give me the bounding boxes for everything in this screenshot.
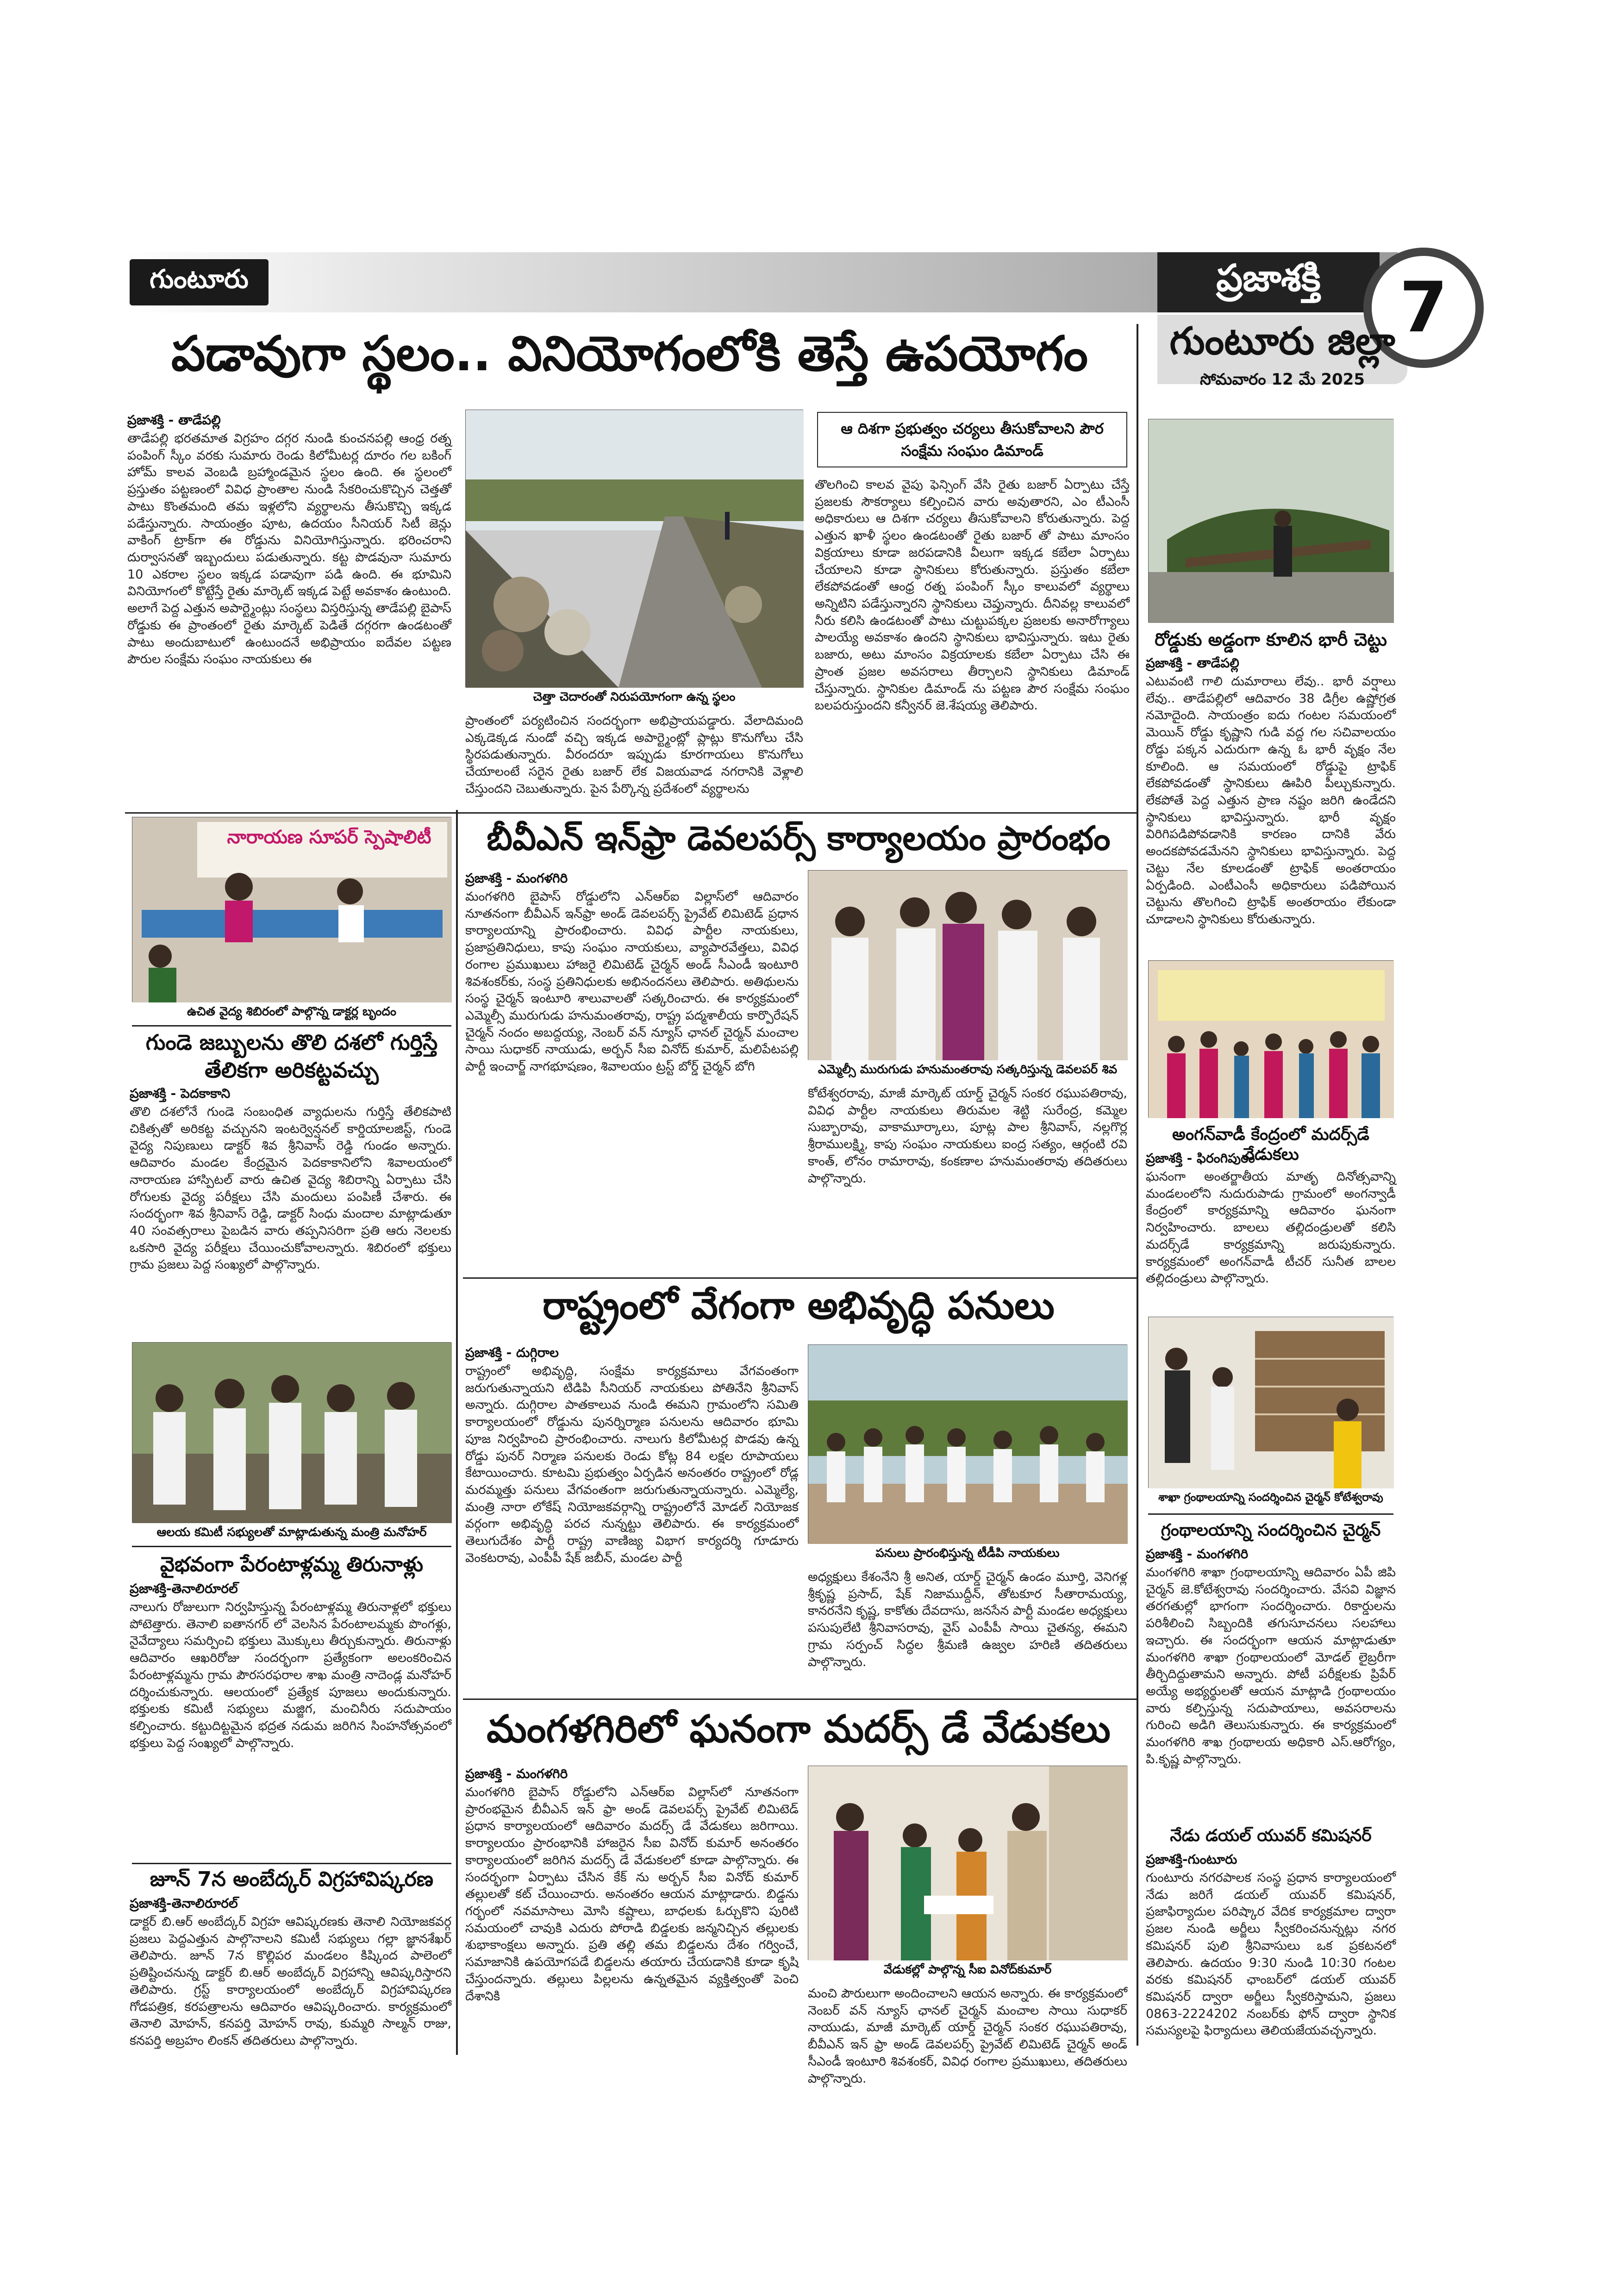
bvn-byline: ప్రజాశక్తి - మంగళగిరి xyxy=(465,871,568,886)
library-headline: గ్రంథాలయాన్ని సందర్శించిన చైర్మన్ xyxy=(1161,1521,1381,1540)
section-tag: గుంటూరు xyxy=(130,259,269,305)
mothers-body-2: మంచి పౌరులుగా అందించాలని ఆయన అన్నారు. ఈ కార్యక్రమంలో నెంబర్ వన్ న్యూస్ ఛానల్ చైర్మన్ మంచాల సాయి సుధాకర్ నాయుడు, మాజీ మార్కెట్ యార్డ్ చైర్మన్ సంకర రఘుపతిరావు, బీవీఎన్ ఇన్ ఫ్రా అండ్ డెవలపర్స్ ప్రైవేట్ లిమిటెడ్ చైర్మన్ అండ్ సీఎండీ ఇంటూరి శివశంకర్, వివిధ రంగాల ప్రముఖులు, తదితరులు పాల్గొన్నారు. xyxy=(808,1986,1127,2086)
dev-photo-caption: పనులు ప్రారంభిస్తున్న టీడీపి నాయకులు xyxy=(875,1546,1060,1560)
health-camp-caption: ఉచిత వైద్య శిబిరంలో పాల్గొన్న డాక్టర్ల బృందం xyxy=(187,1005,397,1019)
dial-body: గుంటూరు నగరపాలక సంస్థ ప్రధాన కార్యాలయంలో నేడు జరిగే డయల్ యువర్ కమిషనర్, ప్రజాఫిర్యాదుల పరిష్కార వేదిక కార్యక్రమాల ద్వారా ప్రజల నుండి అర్జీలు స్వీకరించనున్నట్లు నగర కమిషనర్ పులి శ్రీనివాసులు ఒక ప్రకటనలో తెలిపారు. ఉదయం 9:30 నుండి 10:30 గంటల వరకు కమిషనర్ ఛాంబర్‌లో డయల్ యువర్ కమిషనర్ ద్వారా అర్జీలు స్వీకరిస్తామని, ప్రజలు 0863-2224202 నంబర్‌కు ఫోన్ ద్వారా స్థానిక సమస్యలపై ఫిర్యాదులు తెలియజేయవచ్చన్నారు. xyxy=(1146,1871,1396,2038)
ambedkar-body: డాక్టర్ బి.ఆర్ అంబేద్కర్ విగ్రహ ఆవిష్కరణకు తెనాలి నియోజకవర్గ ప్రజలు పెద్దఎత్తున పాల్గొనాలని కమిటీ సభ్యులు గల్లా జ్ఞానశేఖర్ తెలిపారు. జూన్ 7న కొల్లిపర మండలం కిష్కింద పాలెంలో ప్రతిష్టించనున్న డాక్టర్ బి.ఆర్ అంబేద్కర్ విగ్రహాన్ని ఆవిష్కరిస్తారని తెలిపారు. గ్రస్ట్ కార్యాలయంలో అంబేద్కర్ విగ్రహావిష్కరణ గోడపత్రిక, కరపత్రాలను ఆదివారం ఆవిష్కరించారు. కార్యక్రమంలో తెనాలి మోహన్, కనపర్తి మోహన్ రావు, కుమ్మరి సాల్మన్ రాజు, కనపర్తి అబ్రహం లింకన్ తదితరులు పాల్గొన్నారు. xyxy=(130,1915,451,2048)
anganwadi-photo xyxy=(1148,960,1393,1118)
column-rule xyxy=(456,810,458,2055)
dev-body: రాష్ట్రంలో అభివృద్ధి, సంక్షేమ కార్యక్రమాలు వేగవంతంగా జరుగుతున్నాయని టిడిపి సీనియర్ నాయకులు పోతినేని శ్రీనివాస్ అన్నారు. దుగ్గిరాల పాతకాలువ నుండి ఈమని గ్రామంలోని సమితి కార్యాలయంలో రోడ్డును పునర్నిర్మాణ పనులను ఆదివారం భూమి పూజ నిర్వహించి ప్రారంభించారు. నాలుగు కిలోమీటర్ల పొడవు ఉన్న రోడ్డు పునర్ నిర్మాణ పనులకు రెండు కోట్ల 84 లక్షల రూపాయలు కేటాయించారు. కూటమి ప్రభుత్వం ఏర్పడిన అనంతరం రాష్ట్రంలో రోడ్ల మరమ్మత్తు పనులు వేగవంతంగా జరుగుతున్నాయన్నారు. ఎమ్మెల్యే, మంత్రి నారా లోకేష్ నియోజకవర్గాన్ని రాష్ట్రంలోనే మోడల్ నియోజక వర్గంగా అభివృద్ధి పరచ నున్నట్టు తెలిపారు. ఈ కార్యక్రమంలో తెలుగుదేశం పార్టీ రాష్ట్ర వాణిజ్య విభాగ కార్యదర్శి గూడూరు వెంకటరావు, ఎంపీపీ షేక్ జబీన్, మండల పార్టీ xyxy=(465,1364,799,1565)
bvn-photo-caption: ఎమ్మెల్సీ మురుగుడు హనుమంతరావు సత్కరిస్తున్న డెవలపర్ శివ xyxy=(818,1063,1118,1076)
ambedkar-headline: జూన్ 7న అంబేద్కర్ విగ్రహావిష్కరణ xyxy=(150,1867,434,1891)
divider xyxy=(132,1863,451,1864)
divider xyxy=(132,1025,451,1027)
festival-headline: వైభవంగా పేరంటాళ్లమ్మ తిరునాళ్లు xyxy=(160,1553,424,1576)
top-story-col1: తాడేపల్లి భరతమాత విగ్రహం దగ్గర నుండి కుంచనపల్లి ఆంధ్ర రత్న పంపింగ్ స్కీం వరకు సుమారు రెండు కిలోమీటర్ల దూరం గల బకింగ్ హోమ్ కాలవ వెంబడి బ్రహ్మాండమైన స్థలం ఉంది. ఈ స్థలంలో ప్రస్తుతం పట్టణంలో వివిధ ప్రాంతాల నుండి సేకరించుకొచ్చిన చెత్తతో పాటు కొంతమంది తమ ఇళ్లలోని వ్యర్థాలను తీసుకొచ్చి ఇక్కడ పడేస్తున్నారు. సాయంత్రం పూట, ఉదయం సీనియర్ సిటీ జెన్లు వాకింగ్ ట్రాక్‌గా ఈ రోడ్డును వినియోగిస్తున్నారు. భరించరాని దుర్వాసనతో ఇబ్బందులు పడుతున్నారు. కట్ట పొడవునా సుమారు 10 ఎకరాల స్థలం ఇక్కడ పడావుగా పడి ఉంది. ఈ భూమిని వినియోగంలో కొట్టేస్తే రైతు మార్కెట్ ఇక్కడ పెట్టే అవకాశం ఉంటుంది. అలాగే పెద్ద ఎత్తున అపార్ట్మెంట్లు సంస్థలు విస్తరిస్తున్న తాడేపల్లి బైపాస్ రోడ్డుకు ఈ ప్రాంతంలో రైతు మార్కెట్ పెడితే దగ్గరగా ఉండటంతో పాటు అందుబాటులో ఉంటుందనే అభిప్రాయం ఐదేవల పట్టణ పౌరుల సంక్షేమ సంఘం నాయకులు ఈ xyxy=(127,431,451,667)
top-story-col3: తొలగించి కాలవ వైపు ఫెన్సింగ్ వేసి రైతు బజార్ ఏర్పాటు చేస్తే ప్రజలకు సౌకర్యాలు కల్పించిన వారు అవుతారని, ఎం టీఎంసీ అధికారులు ఆ దిశగా చర్యలు తీసుకోవాలని కోరుతున్నారు. పెద్ద ఎత్తున ఖాళీ స్థలం ఉండటంతో రైతు బజార్ తో పాటు మాంసం విక్రయాలు కూడా జరపడానికి వీలుగా ఇక్కడ కబేలా ఏర్పాటు చేయాలని కూడా స్థానికులు కోరుతున్నారు. ప్రస్తుతం కబేలా లేకపోవడంతో ఆంధ్ర రత్న పంపింగ్ స్కీం కాలువలో వ్యర్థాలు అన్నిటిని పడేస్తున్నారని స్థానికులు చెప్తున్నారు. దీనివల్ల కాలువలో నీరు కలిసి ఉండటంతో పాటు చుట్టుపక్కల ప్రజలకు అనారోగ్యాలు పాలయ్యే అవకాశం ఉందని స్థానికులు భావిస్తున్నారు. ఇటు రైతు బజారు, అటు మాంసం విక్రయాలకు కబేలా ఏర్పాటు చేసి ఈ ప్రాంత ప్రజల అవసరాలు తీర్చాలని స్థానికులు డిమాండ్ చేస్తున్నారు. స్థానికుల డిమాండ్ ను పట్టణ పౌర సంక్షేమ సంఘం బలపరుస్తుందని కన్వీనర్ జె.శేషయ్య తెలిపారు. xyxy=(815,478,1130,713)
anganwadi-headline: అంగన్‌వాడీ కేంద్రంలో మదర్స్‌డే వేడుకలు xyxy=(1172,1125,1369,1164)
library-body: మంగళగిరి శాఖా గ్రంథాలయాన్ని ఆదివారం ఏపీ జిపి చైర్మన్ జె.కోటేశ్వరావు సందర్శించారు. వేసవి విజ్ఞాన తరగతుల్లో భాగంగా సందర్శించారు. రికార్డులను పరిశీలించి సిబ్బందికి తగుసూచనలు సలహాలు ఇచ్చారు. ఈ సందర్భంగా ఆయన మాట్లాడుతూ మంగళగిరి శాఖా గ్రంథాలయంలో మోడల్ లైబ్రరీగా తీర్చిదిద్దుతామని అన్నారు. పోటీ పరీక్షలకు ప్రిపేర్ అయ్యే అభ్యర్థులతో ఆయన మాట్లాడి గ్రంథాలయం వారు కల్పిస్తున్న సదుపాయాలు, అవసరాలను గురించి అడిగి తెలుసుకున్నారు. ఈ కార్యక్రమంలో మంగళగిరి శాఖ గ్రంథాలయ అధికారి ఎస్.ఆరోగ్యం, పి.కృష్ణ పాల్గొన్నారు. xyxy=(1146,1565,1396,1767)
dev-body-2: అధ్యక్షులు కేశంనేని శ్రీ అనిత, యార్డ్ చైర్మన్ ఉండం మూర్తి, వెనిగళ్ల శ్రీకృష్ణ ప్రసాద్, షేక్ నిజాముద్దీన్, తోటకూర సీతారామయ్య, కానరనేని కృష్ణ, కాకోతు దేవదాసు, జనసేన పార్టీ మండల అధ్యక్షులు పసుపులేటి శ్రీనివాసరావు, వైస్ ఎంపీపీ సాయి చైతన్య, ఈమని గ్రామ సర్పంచ్ సిద్ధల శ్రీమణి ఉజ్వల హరిణి తదితరులు పాల్గొన్నారు. xyxy=(808,1570,1127,1669)
top-story-subhead-box: ఆ దిశగా ప్రభుత్వం చర్యలు తీసుకోవాలని పౌర సంక్షేమ సంఘం డిమాండ్ xyxy=(817,412,1127,467)
library-byline: ప్రజాశక్తి - మంగళగిరి xyxy=(1146,1546,1249,1562)
fallen-tree-photo xyxy=(1148,419,1393,622)
page-number: 7 xyxy=(1363,248,1484,368)
mothers-byline: ప్రజాశక్తి - మంగళగిరి xyxy=(465,1766,568,1781)
divider xyxy=(1148,1513,1393,1515)
tree-headline: రోడ్డుకు అడ్డంగా కూలిన భారీ చెట్టు xyxy=(1155,629,1387,650)
dump-site-photo xyxy=(465,410,803,687)
divider xyxy=(132,1546,451,1547)
top-story-col2: ప్రాంతంలో పర్యటించిన సందర్భంగా అభిప్రాయపడ్డారు. వేలాదిమంది ఎక్కడెక్కడ నుండో వచ్చి ఇక్కడ అపార్ట్మెంట్లో ప్లాట్లు కొనుగోలు చేసి స్థిరపడుతున్నారు. వీరందరూ ఇప్పుడు కూరగాయలు కొనుగోలు చేయాలంటే సరైన రైతు బజార్ లేక విజయవాడ నగరానికి వెళ్లాలి చేస్తుందని చెబుతున్నారు. పైన పేర్కొన్న ప్రదేశంలో వ్యర్థాలను xyxy=(465,714,803,796)
bvn-photo xyxy=(808,870,1127,1060)
mothers-photo xyxy=(808,1766,1127,1960)
library-photo xyxy=(1148,1317,1393,1488)
health-headline-line2: తేలికగా అరికట్టవచ్చు xyxy=(205,1058,379,1083)
festival-body: నాలుగు రోజులుగా నిర్వహిస్తున్న పేరంటాళ్లమ్మ తిరునాళ్లలో భక్తులు పోటెత్తారు. తెనాలి ఐతానగర్ లో వెలసిన పేరంటాలమ్మకు పొంగళ్లు, నైవేద్యాలు సమర్పించి భక్తులు మొక్కులు తీర్చుకున్నారు. తిరునాళ్లు ఆదివారం ఆఖరిరోజు సందర్భంగా ప్రత్యేకంగా అలంకరించిన పేరంటాళ్లమ్మను గ్రామ పౌరసరఫరాల శాఖ మంత్రి నాదెండ్ల మనోహర్ దర్శించుకున్నారు. ఆలయంలో ప్రత్యేక పూజలు అందుకున్నారు. భక్తులకు కమిటీ సభ్యులు మజ్జిగ, మంచినీరు సదుపాయం కల్పించారు. కట్టుదిట్టమైన భద్రత నడుమ జరిగిన సింహనోత్సవంలో భక్తులు పెద్ద సంఖ్యలో పాల్గొన్నారు. xyxy=(130,1600,451,1750)
mothers-body: మంగళగిరి బైపాస్ రోడ్డులోని ఎన్ఆర్ఐ విల్లాస్‌లో నూతనంగా ప్రారంభమైన బీవీఎన్ ఇన్ ఫ్రా అండ్ డెవలపర్స్ ప్రైవేట్ లిమిటెడ్ ప్రధాన కార్యాలయంలో ఆదివారం మదర్స్ డే వేడుకలు జరిగాయి. కార్యాలయం ప్రారంభానికి హాజరైన సీఐ వినోద్ కుమార్ అనంతరం కార్యాలయంలో జరిగిన మదర్స్ డే వేడుకలలో కూడా పాల్గొన్నారు. ఈ సందర్భంగా ఏర్పాటు చేసిన కేక్ ను అర్బన్ సీఐ వినోద్ కుమార్ తల్లులతో కట్ చేయించారు. అనంతరం ఆయన మాట్లాడారు. బిడ్డను గర్భంలో నవమాసాలు మోసి కష్టాలు, బాధలకు ఓర్చుకొని పురిటి సమయంలో చావుకి ఎదురు పోరాడి బిడ్డలకు జన్మనిచ్చిన తల్లులకు శుభాకాంక్షలు అన్నారు. ప్రతి తల్లి తమ బిడ్డలను దేశం గర్వించే, సమాజానికి ఉపయోగపడే బిడ్డలను తయారు చేయడానికి కూడా కృషి చేస్తుందన్నారు. తల్లులు పిల్లలను ఉన్నతమైన వ్యక్తిత్వంతో పెంచి దేశానికి xyxy=(465,1785,799,2004)
mothers-headline: మంగళగిరిలో ఘనంగా మదర్స్ డే వేడుకలు xyxy=(487,1707,1111,1751)
anganwadi-body: ఘనంగా అంతర్జాతీయ మాతృ దినోత్సవాన్ని మండలంలోని నుదురుపాడు గ్రామంలో అంగన్వాడీ కేంద్రంలో కార్యక్రమాన్ని ఆదివారం ఘనంగా నిర్వహించారు. బాలలు తల్లిదండ్రులతో కలిసి మదర్స్‌డే కార్యక్రమాన్ని జరుపుకున్నారు. కార్యక్రమంలో అంగన్‌వాడీ టీచర్ సునీత బాలల తల్లిదండ్రులు పాల్గొన్నారు. xyxy=(1146,1170,1396,1286)
minister-caption: ఆలయ కమిటీ సభ్యులతో మాట్లాడుతున్న మంత్రి మనోహర్ xyxy=(156,1525,427,1539)
festival-byline: ప్రజాశక్తి-తెనాలిరూరల్ xyxy=(130,1581,238,1596)
dump-site-caption: చెత్తా చెదారంతో నిరుపయోగంగా ఉన్న స్థలం xyxy=(533,690,736,704)
column-rule xyxy=(1137,324,1138,2046)
mothers-photo-caption: వేడుకల్లో పాల్గొన్న సీఐ వినోద్‌కుమార్ xyxy=(883,1963,1052,1977)
banner-text: నారాయణ సూపర్ స్పెషాలిటీ xyxy=(227,827,431,848)
brand-logo: ప్రజాశక్తి xyxy=(1157,252,1380,312)
dev-byline: ప్రజాశక్తి - దుగ్గిరాల xyxy=(465,1345,559,1360)
divider xyxy=(463,1277,1137,1279)
health-body: తొలి దశలోనే గుండె సంబంధిత వ్యాధులను గుర్తిస్తే తేలికపాటి చికిత్సతో అరికట్ట వచ్చునని ఇంటర్వెన్షనల్ కార్డియాలజిస్ట్, గుండె వైద్య నిపుణులు డాక్టర్ శివ శ్రీనివాస్ రెడ్డి గుండం అన్నారు. ఆదివారం మండల కేంద్రమైన పెదకాకానిలోని శివాలయంలో నారాయణ హాస్పిటల్ వారు ఉచిత వైద్య శిబిరాన్ని ఏర్పాటు చేసి రోగులకు వైద్య పరీక్షలు చేసి మందులు పంపిణీ చేశారు. ఈ సందర్భంగా శివ శ్రీనివాస్ రెడ్డి, డాక్టర్ సింధు మందాల మాట్లాడుతూ 40 సంవత్సరాలు పైబడిన వారు తప్పనిసరిగా ప్రతి ఆరు నెలలకు ఒకసారి వైద్య పరీక్షలు చేయించుకోవాలన్నారు. శిబిరంలో భక్తులు గ్రామ ప్రజలు పెద్ద సంఖ్యలో పాల్గొన్నారు. xyxy=(130,1105,451,1272)
bvn-body: మంగళగిరి బైపాస్ రోడ్డులోని ఎన్ఆర్ఐ విల్లాస్‌లో ఆదివారం నూతనంగా బీవీఎన్ ఇన్‌ఫ్రా అండ్ డెవలపర్స్ ప్రైవేట్ లిమిటెడ్ ప్రధాన కార్యాలయాన్ని ప్రారంభించారు. వివిధ పార్టీల నాయకులు, ప్రజాప్రతినిధులు, కాపు సంఘం నాయకులు, వ్యాపారవేత్తలు, వివిధ రంగాల ప్రముఖులు హాజరై లిమిటెడ్ చైర్మన్ అండ్ సీఎండీ ఇంటూరి శివశంకర్‌కు, సంస్థ ప్రతినిధులకు అభినందనలు తెలిపారు. అతిథులను సంస్థ చైర్మన్ ఇంటూరి శాలువాలతో సత్కరించారు. ఈ కార్యక్రమంలో ఎమ్మెల్సీ మురుగుడు హనుమంతరావు, రాష్ట్ర పద్మశాలీయ కార్పొరేషన్ చైర్మన్ నందం అబద్దయ్య, నెంబర్ వన్ న్యూస్ ఛానల్ చైర్మన్ మంచాల సాయి సుధాకర్ నాయుడు, అర్బన్ సీఐ వినోద్ కుమార్, మలిపేటపల్లి పార్టీ ఇంచార్జ్ నాగభూషణం, శివాలయం ట్రస్ట్ బోర్డ్ చైర్మన్ బోగి xyxy=(465,890,799,1074)
health-camp-photo xyxy=(132,817,451,1002)
top-story-byline: ప్రజాశక్తి - తాడేపల్లి xyxy=(127,412,221,428)
dial-headline: నేడు డయల్ యువర్ కమిషనర్ xyxy=(1170,1826,1372,1845)
health-byline: ప్రజాశక్తి - పెదకాకాని xyxy=(130,1086,231,1101)
dial-byline: ప్రజాశక్తి-గుంటూరు xyxy=(1146,1852,1237,1867)
bvn-body-2: కోటేశ్వరరావు, మాజీ మార్కెట్ యార్డ్ చైర్మన్ సంకర రఘుపతిరావు, వివిధ పార్టీల నాయకులు తిరుమల శెట్టి సురేంద్ర, కమ్మెల సుబ్బారావు, వాకామూర్కాలు, పూట్ల పాల శ్రీనివాస్, నల్లగొర్ల శ్రీరాములక్ష్మి, కాపు సంఘం నాయకులు ఐంద్ర సత్యం, ఆర్గంటి రవి కాంత్, లోనం రామారావు, కంకణాల హనుమంతరావు తదితరులు పాల్గొన్నారు. xyxy=(808,1086,1127,1186)
tree-byline: ప్రజాశక్తి - తాడేపల్లి xyxy=(1146,655,1239,671)
dump-site-image xyxy=(466,410,804,688)
minister-photo xyxy=(132,1342,451,1523)
dateline: సోమవారం 12 మే 2025 xyxy=(1200,370,1365,389)
anganwadi-byline: ప్రజాశక్తి - ఫిరంగిపురం xyxy=(1146,1151,1255,1166)
divider xyxy=(463,1699,1137,1700)
health-headline-line1: గుండె జబ్బులను తొలి దశలో గుర్తిస్తే xyxy=(145,1030,438,1055)
library-photo-caption: శాఖా గ్రంథాలయాన్ని సందర్శించిన చైర్మన్ కోటేశ్వరావు xyxy=(1158,1491,1383,1504)
dev-photo xyxy=(808,1344,1127,1543)
bvn-headline: బీవీఎన్ ఇన్‌ఫ్రా డెవలపర్స్ కార్యాలయం ప్రారంభం xyxy=(487,819,1111,858)
dev-headline: రాష్ట్రంలో వేగంగా అభివృద్ధి పనులు xyxy=(543,1284,1055,1328)
top-story-headline: పడావుగా స్థలం.. వినియోగంలోకి తెస్తే ఉపయోగం xyxy=(171,325,1088,382)
district-title: గుంటూరు జిల్లా xyxy=(1169,319,1395,363)
section-divider xyxy=(125,812,1137,814)
ambedkar-byline: ప్రజాశక్తి-తెనాలిరూరల్ xyxy=(130,1896,238,1911)
tree-body: ఎటువంటి గాలి దుమారాలు లేవు.. భారీ వర్షాలు లేవు.. తాడేపల్లిలో ఆదివారం 38 డిగ్రీల ఉష్ణోగ్రత నమోదైంది. సాయంత్రం ఐదు గంటల సమయంలో మెయిన్ రోడ్డు కృష్ణాని గుడి వద్ద గల సచివాలయం రోడ్డు పక్కన ఎదురుగా ఉన్న ఓ భారీ వృక్షం నేల కూలింది. ఆ సమయంలో రోడ్డుపై ట్రాఫిక్ లేకపోవడంతో స్థానికులు ఊపిరి పీల్చుకున్నారు. లేకపోతే పెద్ద ఎత్తున ప్రాణ నష్టం జరిగి ఉండేదని స్థానికులు భావిస్తున్నారు. భారీ వృక్షం విరిగిపడిపోవడానికి కారణం దానికి వేరు అందకపోవడమేనని స్థానికులు భావిస్తున్నారు. పెద్ద చెట్టు నేల కూలడంతో ట్రాఫిక్ అంతరాయం ఏర్పడింది. ఎంటీఎంసీ అధికారులు పడిపోయిన చెట్టును తొలగించి ట్రాఫిక్ అంతరాయం లేకుండా చూడాలని స్థానికులు కోరుతున్నారు. xyxy=(1146,674,1396,927)
